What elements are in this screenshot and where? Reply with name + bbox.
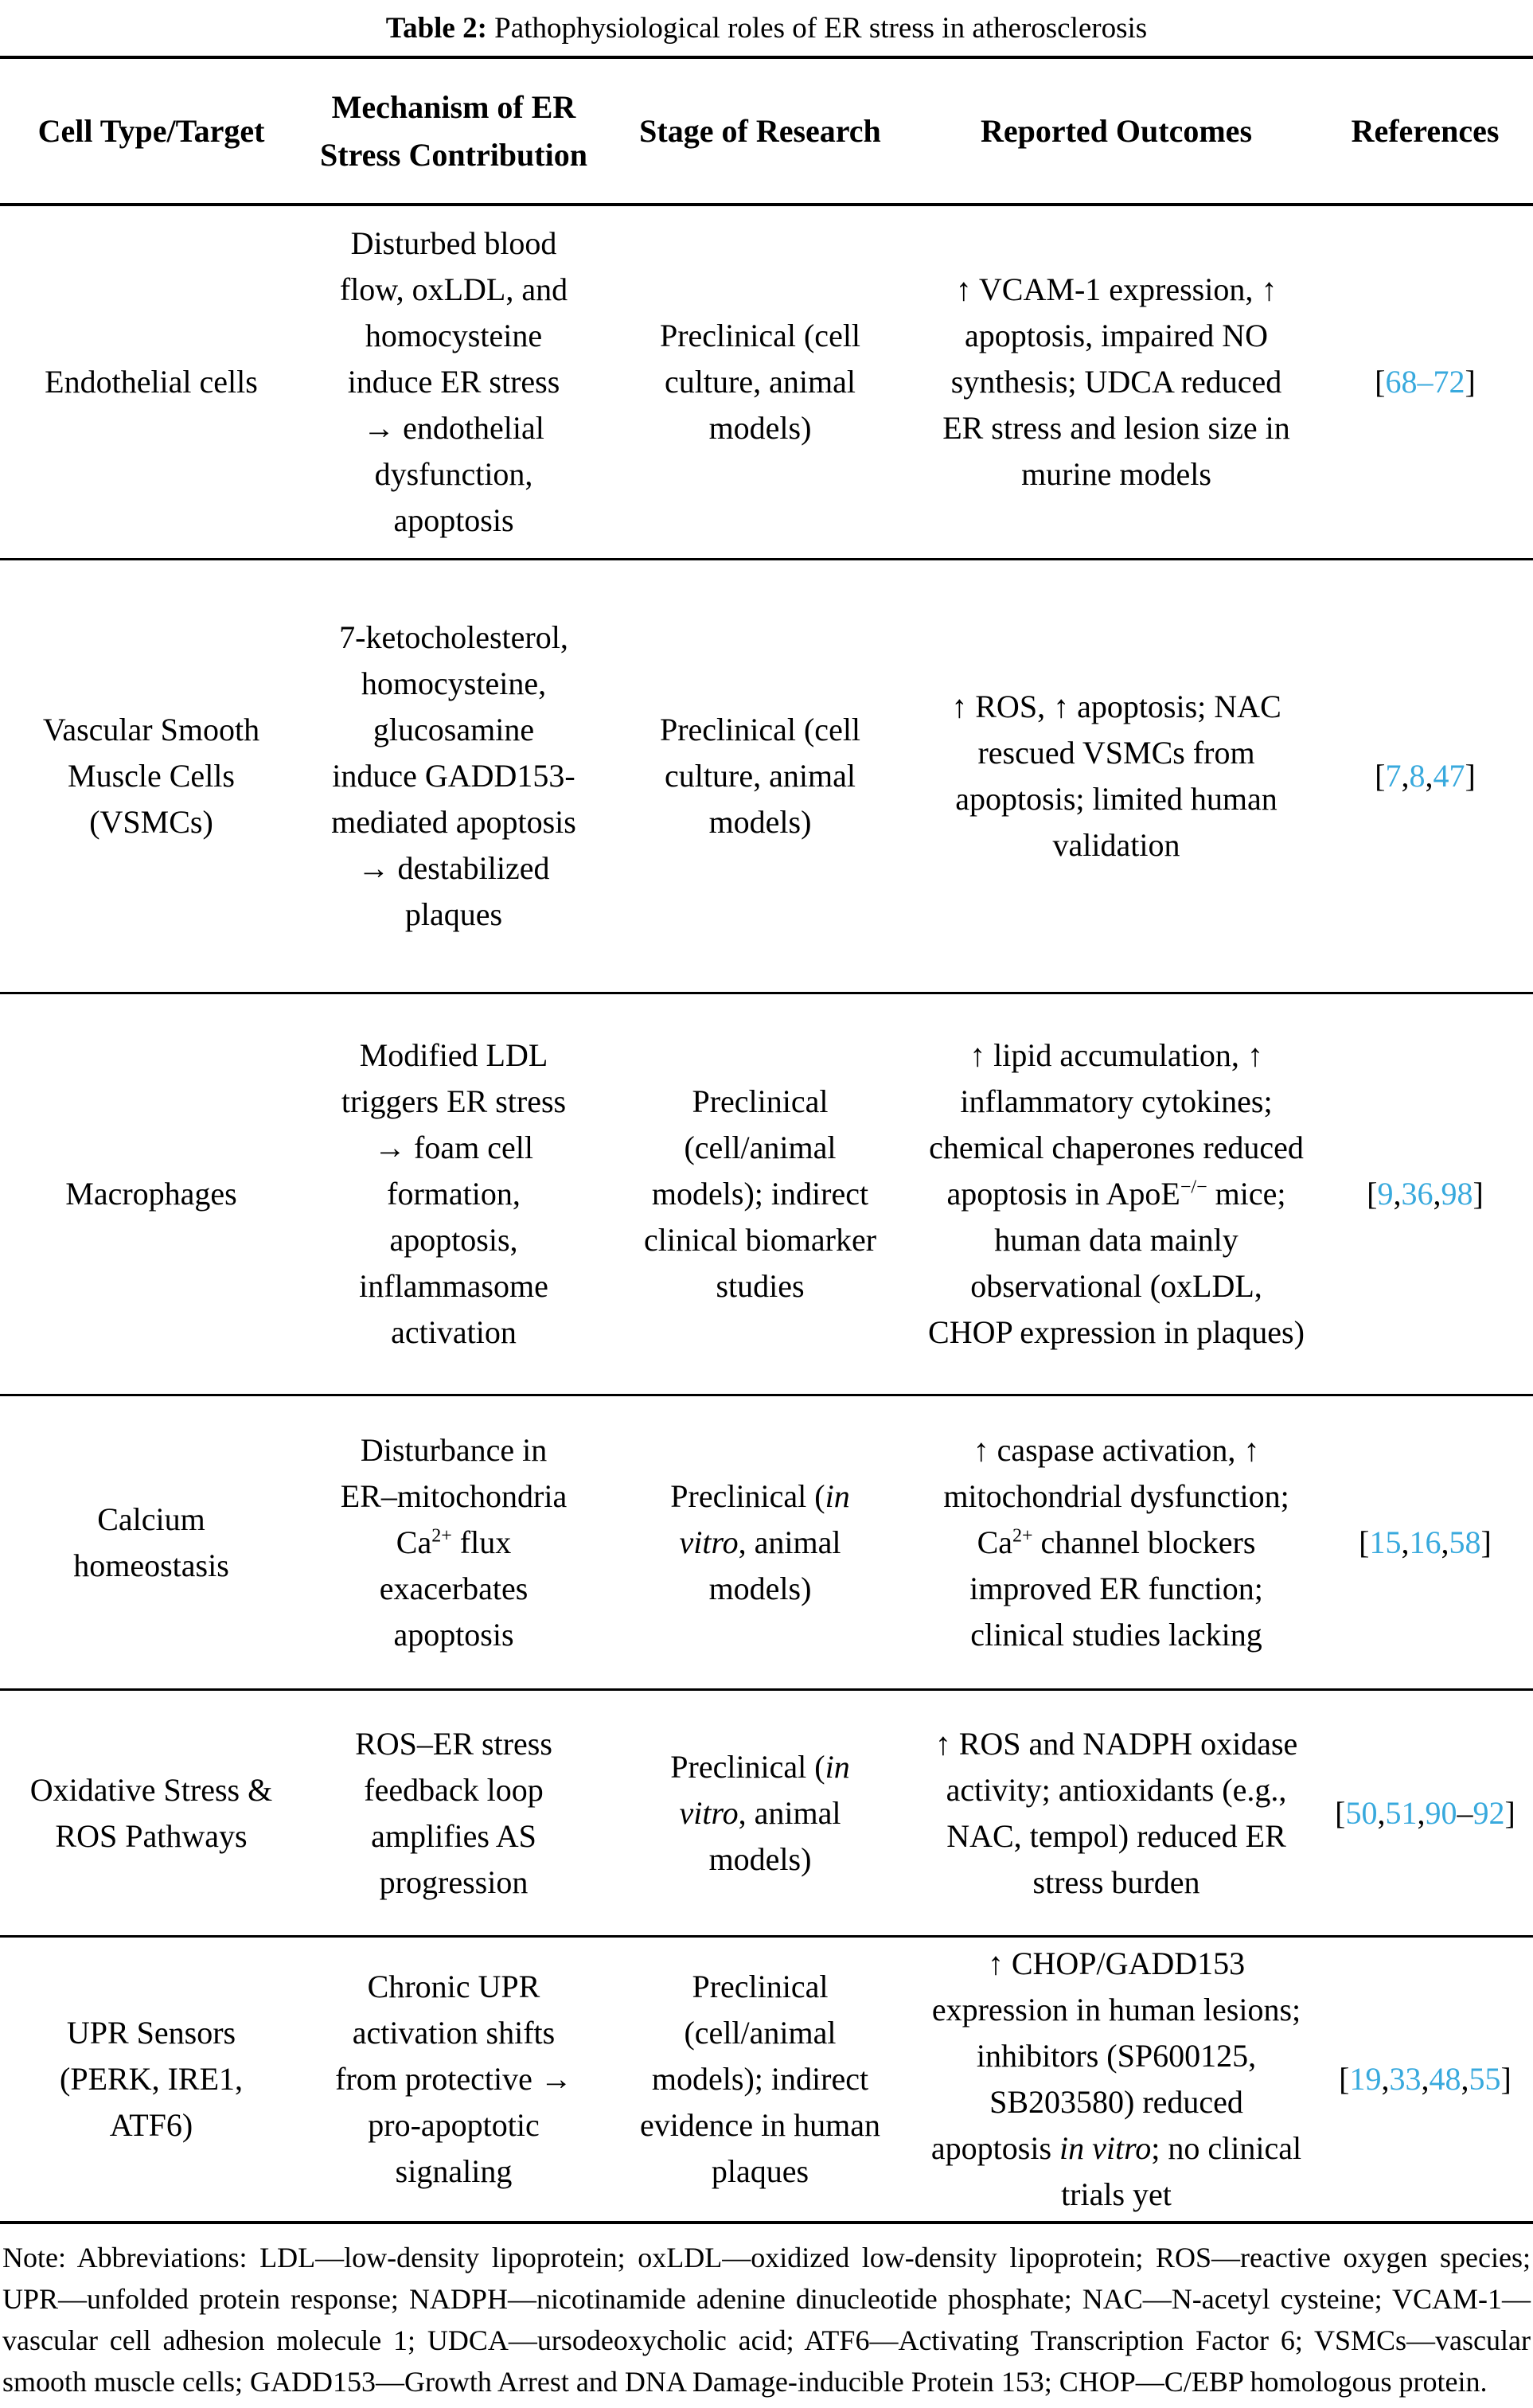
references-cell[interactable]: [9,36,98] [1367,1176,1484,1212]
table-row-oxidative-stress [0,1691,1533,1938]
mechanism-cell: ROS–ER stress feedback loop amplifies AS progression [355,1725,552,1900]
outcomes-cell: ↑ CHOP/GADD153 expression in human lesions; inhibitors (SP600125, SB203580) reduced apoptosis in vitro; no clinical trials yet [930,1946,1302,2212]
table-title [0,0,1533,56]
stage-cell: Preclinical (cell culture, animal models) [659,712,861,840]
outcomes-cell: ↑ caspase activation, ↑ mitochondrial dysfunction; $Ca^{2+}$ channel blockers improved ER function; clinical studies lacking [943,1431,1289,1653]
references-cell[interactable]: [50,51,90–92] [1335,1794,1515,1831]
column-header-cell-type-target: Cell Type/Target [37,112,265,149]
stage-cell: Preclinical (in vitro, animal models) [670,1748,850,1877]
table-row-vsmcs [0,560,1533,994]
outcomes-cell: ↑ lipid accumulation, ↑ inflammatory cytokines; chemical chaperones reduced apoptosis in ApoE−/− mice; human data mainly observational (oxLDL, CHOP expression in plaques) [928,1037,1305,1350]
mechanism-cell: 7-ketocholesterol, homocysteine, glucosamine induce GADD153-mediated apoptosis → destabilized plaques [331,619,576,932]
outcomes-cell: ↑ VCAM-1 expression, ↑ apoptosis, impaired NO synthesis; UDCA reduced ER stress and lesion size in murine models [942,271,1290,492]
table-row-calcium-homeostasis [0,1396,1533,1691]
cell-type-cell: Calcium homeostasis [73,1501,229,1583]
references-cell[interactable]: [68–72] [1375,364,1476,400]
table-title-label: Table 2: [385,11,487,45]
outcomes-cell: ↑ ROS and NADPH oxidase activity; antioxidants (e.g., NAC, tempol) reduced ER stress burden [934,1725,1298,1900]
references-cell[interactable]: [19,33,48,55] [1339,2061,1512,2097]
references-cell[interactable]: [15,16,58] [1359,1524,1492,1560]
table-title-caption: Pathophysiological roles of ER stress in atherosclerosis [486,11,1148,45]
cell-type-cell: Vascular Smooth Muscle Cells (VSMCs) [42,712,260,840]
table [0,56,1533,2224]
mechanism-cell: Disturbed blood flow, oxLDL, and homocysteine induce ER stress → endothelial dysfunction, apoptosis [339,225,568,538]
table-row-macrophages [0,994,1533,1396]
column-header-references: References [1351,112,1500,149]
mechanism-cell: Modified LDL triggers ER stress → foam cell formation, apoptosis, inflammasome activation [341,1037,567,1350]
stage-cell: Preclinical (cell/animal models); indirect evidence in human plaques [639,1969,881,2189]
outcomes-cell: ↑ ROS, ↑ apoptosis; NAC rescued VSMCs from apoptosis; limited human validation [951,689,1281,863]
mechanism-cell: Disturbance in ER–mitochondria $Ca^{2+}$ flux exacerbates apoptosis [340,1431,568,1653]
table-row-upr-sensors [0,1938,1533,2224]
column-header-stage-of-research: Stage of Research [639,112,881,149]
table-header-row [0,59,1533,206]
stage-cell: Preclinical (in vitro, animal models) [670,1477,850,1606]
stage-cell: Preclinical (cell/animal models); indirect clinical biomarker studies [643,1083,877,1304]
column-header-mechanism: Mechanism of ER Stress Contribution [320,88,587,173]
table-note: Note: Abbreviations: LDL—low-density lipoprotein; oxLDL—oxidized low-density lipoprotein; ROS—reactive oxygen species; UPR—unfolded protein response; NADPH—nicotinamide adenine dinucleotide phosphate; NAC—N-acetyl cysteine; VCAM-1—vascular cell adhesion molecule 1; UDCA—ursodeoxycholic acid; ATF6—Activating Transcription Factor 6; VSMCs—vascular smooth muscle cells; GADD153—Growth Arrest and DNA Damage-inducible Protein 153; CHOP—C/EBP homologous protein. [2,2242,1531,2398]
mechanism-cell: Chronic UPR activation shifts from protective → pro-apoptotic signaling [335,1969,572,2189]
cell-type-cell: Macrophages [65,1176,237,1212]
references-cell[interactable]: [7,8,47] [1375,758,1476,794]
cell-type-cell: UPR Sensors (PERK, IRE1, ATF6) [60,2015,243,2143]
stage-cell: Preclinical (cell culture, animal models) [659,318,861,446]
cell-type-cell: Endothelial cells [45,364,258,400]
table-row-endothelial-cells [0,206,1533,560]
column-header-reported-outcomes: Reported Outcomes [980,112,1253,149]
cell-type-cell: Oxidative Stress & ROS Pathways [29,1771,273,1854]
